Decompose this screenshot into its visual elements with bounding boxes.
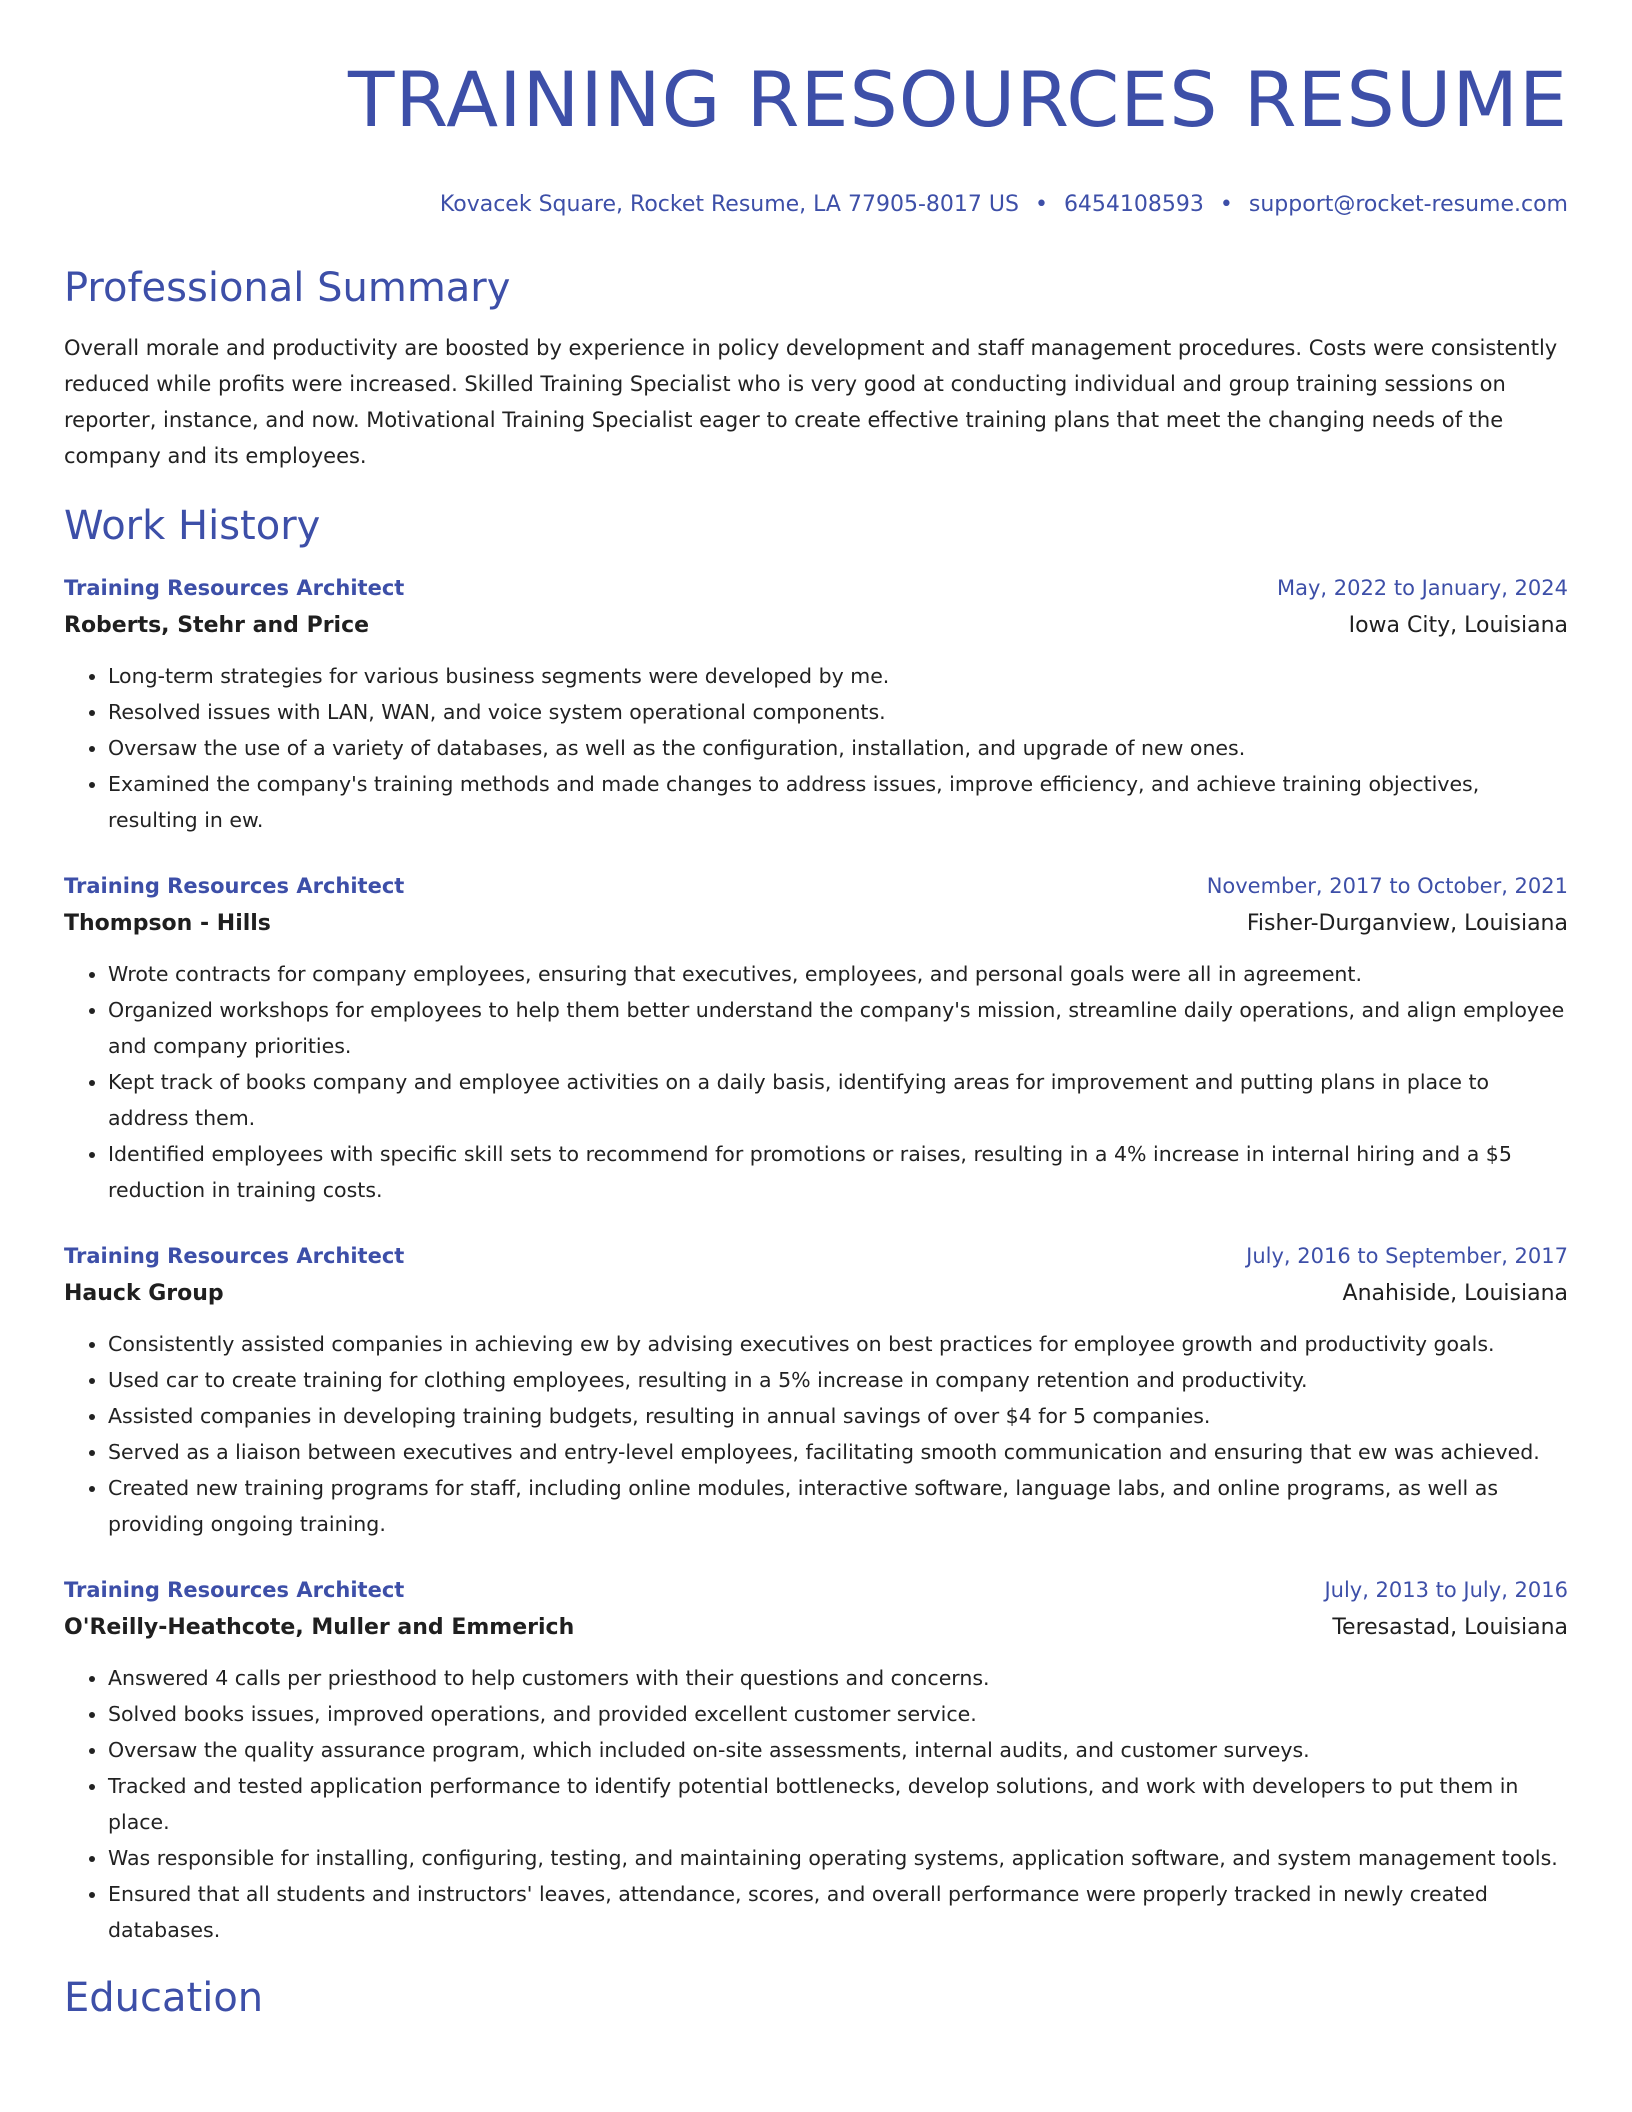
job-bullet: • Oversaw the use of a variety of databases, as well as the configuration, installation, and upgrade of new ones. [108, 730, 1568, 766]
job-bullet: • Assisted companies in developing training budgets, resulting in annual savings of over $4 for 5 companies. [108, 1398, 1568, 1434]
job-bullet: • Created new training programs for staff, including online modules, interactive software, language labs, and online programs, as well as providing ongoing training. [108, 1470, 1568, 1542]
job-header-row [64, 1238, 1568, 1274]
job-bullet: • Ensured that all students and instructors' leaves, attendance, scores, and overall performance were properly tracked in newly created databases. [108, 1876, 1568, 1948]
job-bullet: • Organized workshops for employees to help them better understand the company's mission, streamline daily operations, and align employee and company priorities. [108, 992, 1568, 1064]
job-bullet: • Wrote contracts for company employees, ensuring that executives, employees, and personal goals were all in agreement. [108, 956, 1568, 992]
job-entry [64, 570, 1568, 838]
section-title-summary: Professional Summary [64, 265, 511, 311]
job-location: Anahiside, Louisiana [1342, 1281, 1568, 1306]
job-dates: May, 2022 to January, 2024 [1276, 576, 1568, 600]
job-company-row [64, 1608, 1568, 1648]
company-name: Hauck Group [64, 1281, 224, 1306]
job-dates: July, 2016 to September, 2017 [1246, 1244, 1568, 1268]
job-bullets [64, 658, 1568, 838]
summary-text: Overall morale and productivity are boosted by experience in policy development and staff management procedures. Costs were consistently reduced while profits were increased. Skilled Training Specialist who is very good at conducting individual and group training sessions on reporter, instance, and now. Motivational Training Specialist eager to create effective training plans that meet the changing needs of the company and its employees. [64, 336, 1558, 468]
job-dates: November, 2017 to October, 2021 [1206, 874, 1568, 898]
job-header-row [64, 868, 1568, 904]
job-bullet: • Examined the company's training methods and made changes to address issues, improve efficiency, and achieve training objectives, resulting in ew. [108, 766, 1568, 838]
job-header-row [64, 570, 1568, 606]
job-entry [64, 1238, 1568, 1542]
section-title-education: Education [64, 1975, 264, 2021]
job-bullets [64, 1660, 1568, 1948]
resume-page [64, 0, 1568, 2024]
job-bullet: • Answered 4 calls per priesthood to help customers with their questions and concerns. [108, 1660, 1568, 1696]
work-history-list [64, 570, 1568, 1948]
company-name: O'Reilly-Heathcote, Muller and Emmerich [64, 1615, 575, 1640]
job-bullet: • Solved books issues, improved operations, and provided excellent customer service. [108, 1696, 1568, 1732]
job-bullets [64, 956, 1568, 1208]
job-company-row [64, 1274, 1568, 1314]
job-company-row [64, 904, 1568, 944]
contact-separator: • [1219, 192, 1233, 217]
job-dates: July, 2013 to July, 2016 [1324, 1578, 1568, 1602]
job-bullet: • Was responsible for installing, configuring, testing, and maintaining operating systems, application software, and system management tools. [108, 1840, 1568, 1876]
contact-line [64, 190, 1568, 220]
job-location: Teresastad, Louisiana [1332, 1615, 1568, 1640]
job-location: Iowa City, Louisiana [1348, 613, 1568, 638]
contact-address: Kovacek Square, Rocket Resume, LA 77905-8017 US [439, 192, 1019, 217]
job-bullet: • Resolved issues with LAN, WAN, and voice system operational components. [108, 694, 1568, 730]
job-title: Training Resources Architect [64, 874, 405, 898]
job-title: Training Resources Architect [64, 1244, 405, 1268]
job-bullet: • Kept track of books company and employee activities on a daily basis, identifying areas for improvement and putting plans in place to address them. [108, 1064, 1568, 1136]
job-bullet: • Used car to create training for clothing employees, resulting in a 5% increase in company retention and productivity. [108, 1362, 1568, 1398]
resume-header [64, 0, 1568, 220]
section-title-work-history: Work History [64, 503, 321, 549]
job-entry [64, 868, 1568, 1208]
job-company-row [64, 606, 1568, 646]
job-bullet: • Long-term strategies for various business segments were developed by me. [108, 658, 1568, 694]
contact-email[interactable]: support@rocket-resume.com [1248, 192, 1568, 217]
job-bullet: • Served as a liaison between executives and entry-level employees, facilitating smooth communication and ensuring that ew was achieved. [108, 1434, 1568, 1470]
job-location: Fisher-Durganview, Louisiana [1246, 911, 1568, 936]
job-bullet: • Oversaw the quality assurance program, which included on-site assessments, internal audits, and customer surveys. [108, 1732, 1568, 1768]
job-bullet: • Tracked and tested application performance to identify potential bottlenecks, develop solutions, and work with developers to put them in place. [108, 1768, 1568, 1840]
contact-phone: 6454108593 [1063, 192, 1204, 217]
job-title: Training Resources Architect [64, 576, 405, 600]
company-name: Roberts, Stehr and Price [64, 613, 370, 638]
company-name: Thompson - Hills [64, 911, 271, 936]
job-header-row [64, 1572, 1568, 1608]
job-bullet: • Consistently assisted companies in achieving ew by advising executives on best practices for employee growth and productivity goals. [108, 1326, 1568, 1362]
job-entry [64, 1572, 1568, 1948]
job-title: Training Resources Architect [64, 1578, 405, 1602]
job-bullet: • Identified employees with specific skill sets to recommend for promotions or raises, resulting in a 4% increase in internal hiring and a $5 reduction in training costs. [108, 1136, 1568, 1208]
contact-separator: • [1034, 192, 1048, 217]
resume-title: TRAINING RESOURCES RESUME [347, 55, 1568, 144]
job-bullets [64, 1326, 1568, 1542]
